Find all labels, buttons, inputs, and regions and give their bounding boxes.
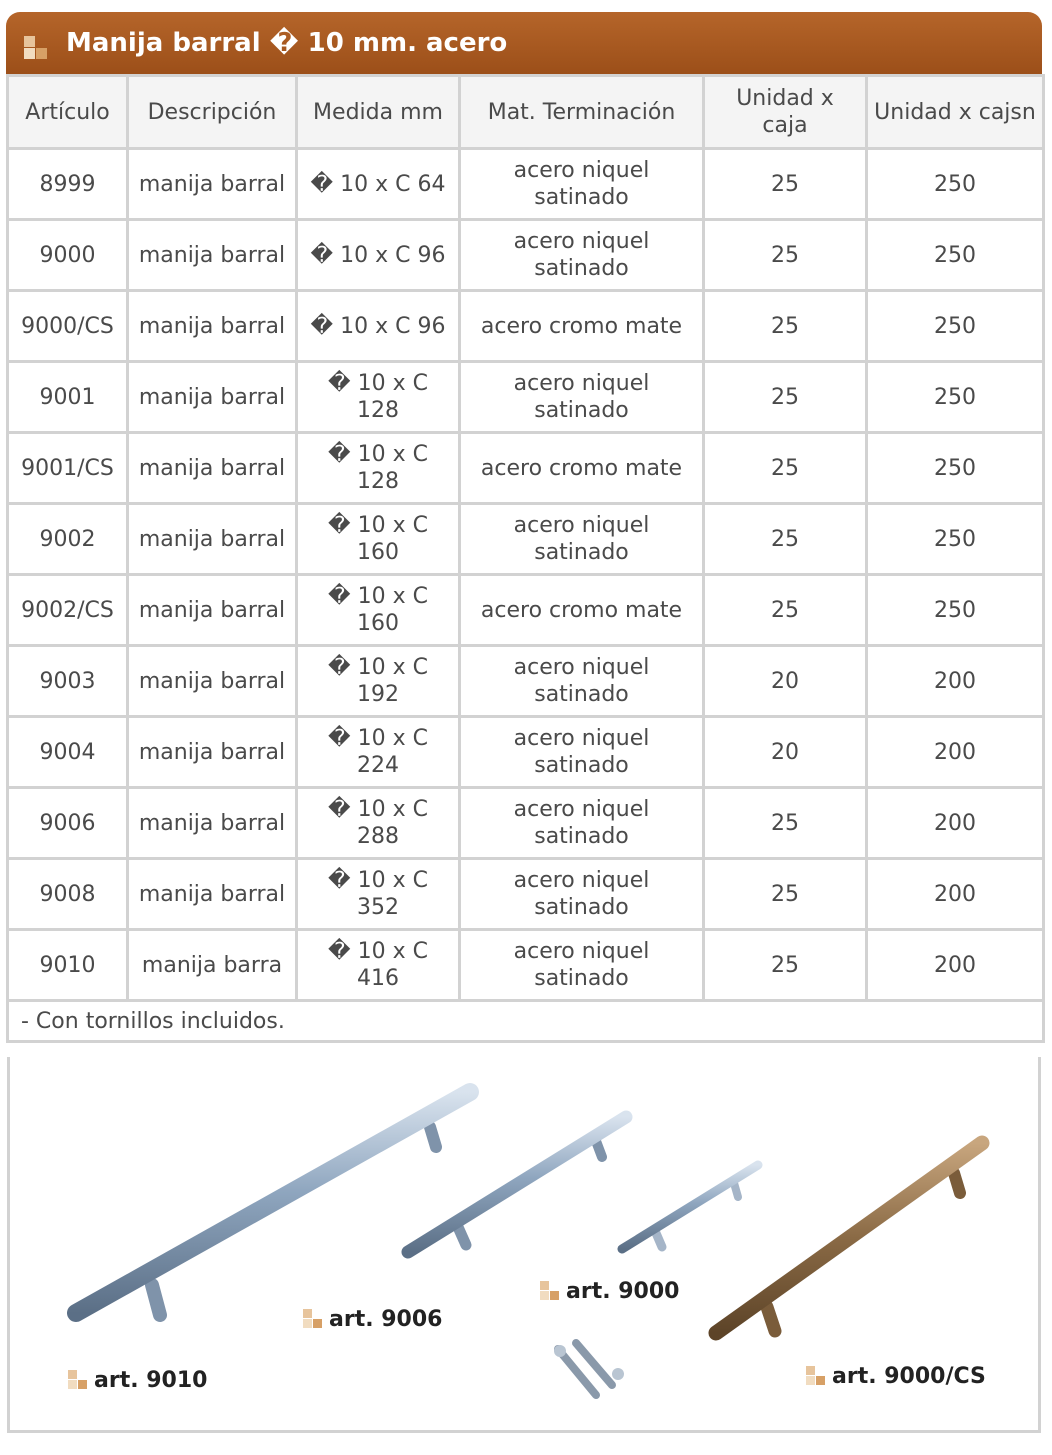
cell-unidad-cajsn: 200 bbox=[867, 646, 1044, 717]
table-row bbox=[8, 646, 1044, 717]
column-header-articulo: Artículo bbox=[8, 76, 128, 149]
table-row bbox=[8, 149, 1044, 220]
cell-terminacion: acero niquel satinado bbox=[460, 362, 704, 433]
cell-descripcion: manija barral bbox=[128, 362, 297, 433]
cell-unidad-cajsn: 200 bbox=[867, 930, 1044, 1001]
caption-art-9006: art. 9006 bbox=[303, 1307, 442, 1333]
cell-unidad-cajsn: 250 bbox=[867, 149, 1044, 220]
cell-descripcion: manija barral bbox=[128, 717, 297, 788]
cell-unidad-cajsn: 250 bbox=[867, 433, 1044, 504]
cell-articulo: 9003 bbox=[8, 646, 128, 717]
included-screws-note: - Con tornillos incluidos. bbox=[8, 1001, 1044, 1042]
cell-medida: � 10 x C 224 bbox=[297, 717, 460, 788]
cell-descripcion: manija barral bbox=[128, 433, 297, 504]
cell-unidad-cajsn: 250 bbox=[867, 291, 1044, 362]
cell-medida: � 10 x C 160 bbox=[297, 504, 460, 575]
cell-articulo: 9002/CS bbox=[8, 575, 128, 646]
cell-descripcion: manija barral bbox=[128, 788, 297, 859]
table-row bbox=[8, 717, 1044, 788]
handle-9010-image bbox=[76, 1092, 470, 1315]
table-header-row bbox=[8, 76, 1044, 149]
cell-terminacion: acero niquel satinado bbox=[460, 930, 704, 1001]
table-note-row bbox=[8, 1001, 1044, 1042]
handle-9000-image bbox=[622, 1165, 758, 1249]
cell-unidad-cajsn: 200 bbox=[867, 859, 1044, 930]
caption-art-9010: art. 9010 bbox=[68, 1368, 207, 1394]
cell-descripcion: manija barral bbox=[128, 220, 297, 291]
column-header-unidad-caja: Unidad x caja bbox=[704, 76, 867, 149]
cell-unidad-caja: 20 bbox=[704, 717, 867, 788]
cell-medida: � 10 x C 416 bbox=[297, 930, 460, 1001]
column-header-medida: Medida mm bbox=[297, 76, 460, 149]
square-bullet-icon bbox=[806, 1366, 826, 1386]
cell-medida: � 10 x C 192 bbox=[297, 646, 460, 717]
table-row bbox=[8, 930, 1044, 1001]
cell-unidad-caja: 25 bbox=[704, 433, 867, 504]
square-bullet-icon bbox=[24, 36, 48, 60]
table-row bbox=[8, 291, 1044, 362]
square-bullet-icon bbox=[303, 1309, 323, 1329]
table-row bbox=[8, 433, 1044, 504]
handle-9006-image bbox=[408, 1117, 626, 1252]
table-row bbox=[8, 504, 1044, 575]
cell-articulo: 9000/CS bbox=[8, 291, 128, 362]
cell-articulo: 9001/CS bbox=[8, 433, 128, 504]
cell-unidad-caja: 25 bbox=[704, 220, 867, 291]
screws-image bbox=[554, 1343, 624, 1395]
cell-terminacion: acero cromo mate bbox=[460, 291, 704, 362]
cell-terminacion: acero niquel satinado bbox=[460, 220, 704, 291]
cell-terminacion: acero niquel satinado bbox=[460, 646, 704, 717]
cell-terminacion: acero niquel satinado bbox=[460, 149, 704, 220]
cell-terminacion: acero niquel satinado bbox=[460, 788, 704, 859]
cell-articulo: 9002 bbox=[8, 504, 128, 575]
caption-art-9000: art. 9000 bbox=[540, 1279, 679, 1305]
cell-unidad-cajsn: 250 bbox=[867, 220, 1044, 291]
square-bullet-icon bbox=[540, 1281, 560, 1301]
cell-medida: � 10 x C 160 bbox=[297, 575, 460, 646]
product-spec-table bbox=[6, 74, 1045, 1043]
column-header-terminacion: Mat. Terminación bbox=[460, 76, 704, 149]
cell-terminacion: acero cromo mate bbox=[460, 575, 704, 646]
cell-descripcion: manija barral bbox=[128, 504, 297, 575]
cell-unidad-cajsn: 250 bbox=[867, 362, 1044, 433]
cell-descripcion: manija barral bbox=[128, 646, 297, 717]
cell-descripcion: manija barral bbox=[128, 149, 297, 220]
cell-descripcion: manija barral bbox=[128, 859, 297, 930]
cell-medida: � 10 x C 96 bbox=[297, 220, 460, 291]
cell-medida: � 10 x C 288 bbox=[297, 788, 460, 859]
cell-medida: � 10 x C 352 bbox=[297, 859, 460, 930]
cell-unidad-caja: 25 bbox=[704, 930, 867, 1001]
cell-unidad-cajsn: 250 bbox=[867, 504, 1044, 575]
column-header-unidad-cajsn: Unidad x cajsn bbox=[867, 76, 1044, 149]
cell-unidad-cajsn: 250 bbox=[867, 575, 1044, 646]
cell-unidad-caja: 25 bbox=[704, 575, 867, 646]
table-row bbox=[8, 220, 1044, 291]
table-row bbox=[8, 362, 1044, 433]
cell-medida: � 10 x C 128 bbox=[297, 362, 460, 433]
page-title: Manija barral � 10 mm. acero bbox=[66, 28, 508, 58]
cell-unidad-caja: 25 bbox=[704, 788, 867, 859]
column-header-descripcion: Descripción bbox=[128, 76, 297, 149]
product-photo-panel bbox=[7, 1057, 1041, 1433]
cell-terminacion: acero niquel satinado bbox=[460, 859, 704, 930]
cell-articulo: 9008 bbox=[8, 859, 128, 930]
square-bullet-icon bbox=[68, 1370, 88, 1390]
cell-articulo: 9006 bbox=[8, 788, 128, 859]
cell-unidad-caja: 25 bbox=[704, 859, 867, 930]
cell-unidad-caja: 25 bbox=[704, 504, 867, 575]
cell-articulo: 8999 bbox=[8, 149, 128, 220]
cell-medida: � 10 x C 96 bbox=[297, 291, 460, 362]
cell-medida: � 10 x C 64 bbox=[297, 149, 460, 220]
cell-unidad-caja: 25 bbox=[704, 149, 867, 220]
cell-articulo: 9000 bbox=[8, 220, 128, 291]
cell-articulo: 9010 bbox=[8, 930, 128, 1001]
cell-unidad-caja: 25 bbox=[704, 362, 867, 433]
cell-articulo: 9001 bbox=[8, 362, 128, 433]
cell-medida: � 10 x C 128 bbox=[297, 433, 460, 504]
table-row bbox=[8, 859, 1044, 930]
table-row bbox=[8, 788, 1044, 859]
cell-unidad-cajsn: 200 bbox=[867, 788, 1044, 859]
cell-unidad-caja: 25 bbox=[704, 291, 867, 362]
caption-art-9000cs: art. 9000/CS bbox=[806, 1364, 986, 1390]
cell-unidad-cajsn: 200 bbox=[867, 717, 1044, 788]
cell-unidad-caja: 20 bbox=[704, 646, 867, 717]
cell-descripcion: manija barra bbox=[128, 930, 297, 1001]
cell-terminacion: acero niquel satinado bbox=[460, 504, 704, 575]
page-header bbox=[6, 12, 1042, 74]
cell-terminacion: acero cromo mate bbox=[460, 433, 704, 504]
cell-terminacion: acero niquel satinado bbox=[460, 717, 704, 788]
cell-descripcion: manija barral bbox=[128, 575, 297, 646]
cell-descripcion: manija barral bbox=[128, 291, 297, 362]
cell-articulo: 9004 bbox=[8, 717, 128, 788]
table-row bbox=[8, 575, 1044, 646]
